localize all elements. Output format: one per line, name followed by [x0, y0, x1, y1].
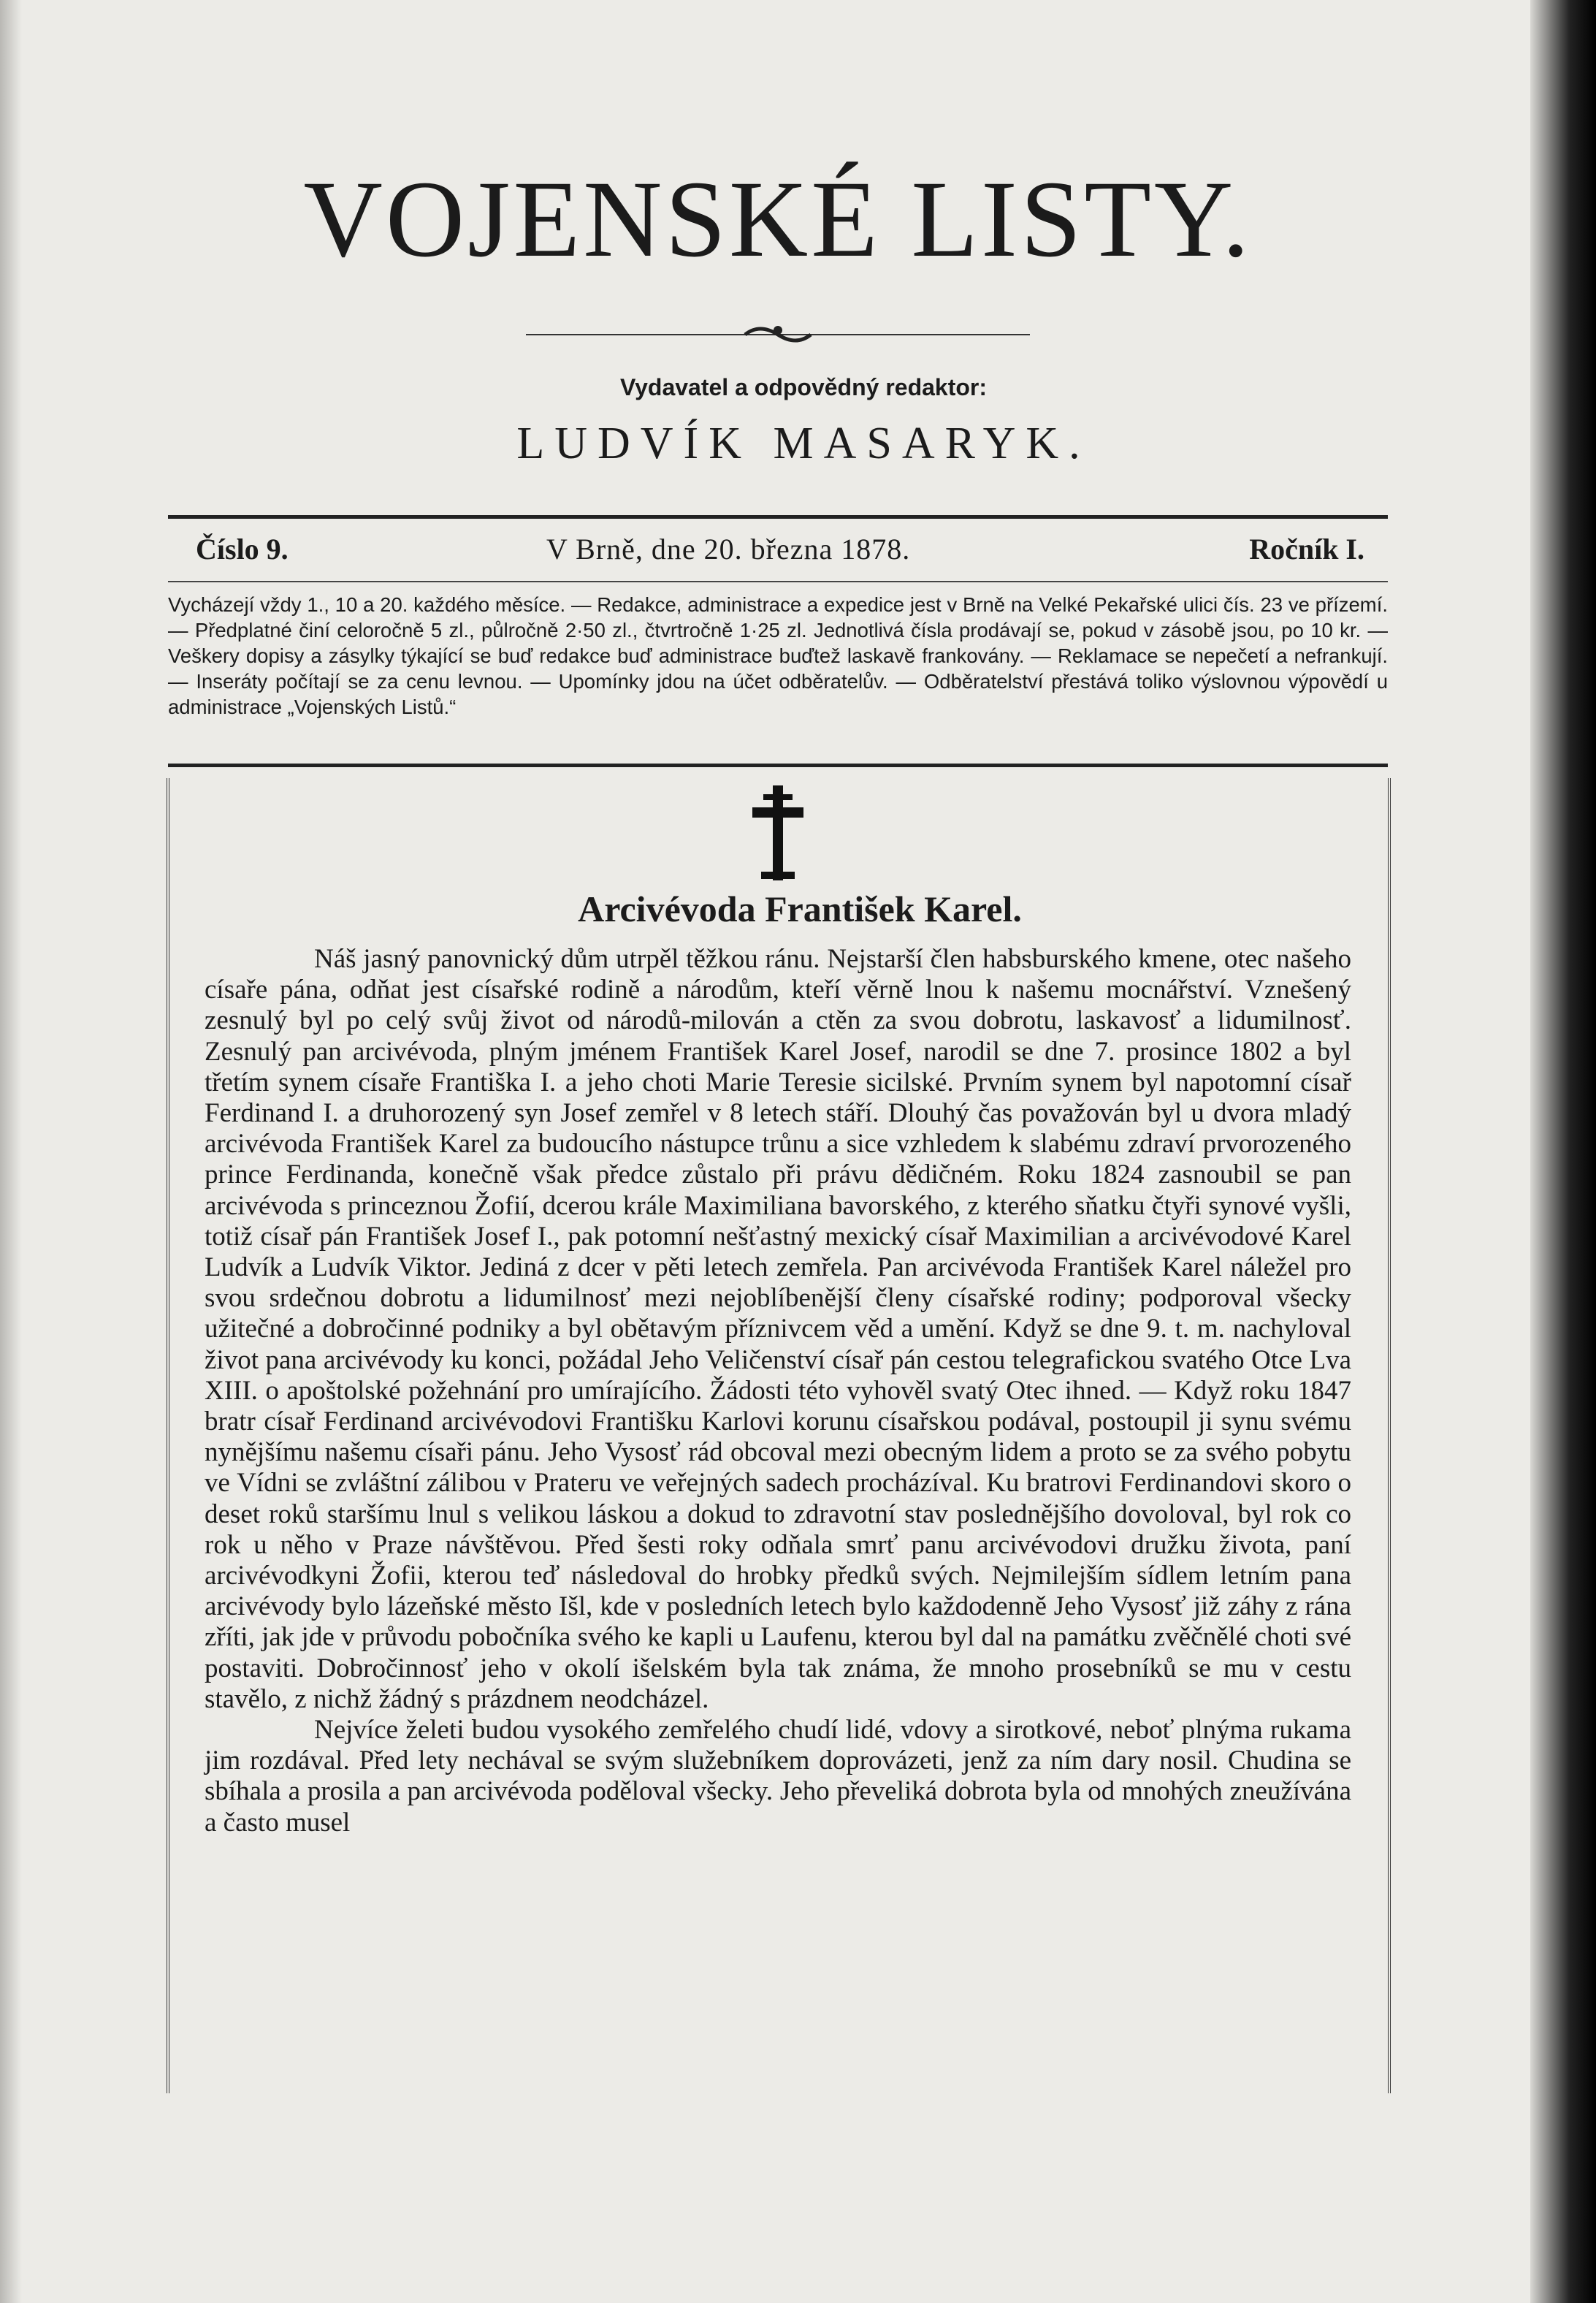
subscription-info — [168, 592, 1388, 720]
article-paragraph: Náš jasný panovnický dům utrpěl těžkou ránu. Nejstarší člen habsburského kmene, otec našeho císaře pána, odňat jest císařské rodině a národům, kteří věrně lnou k našemu mocnářství. Vznešený zesnulý byl po celý svůj život od národů-milován a ctěn za svou dobrotu, laskavosť a lidumilnosť. Zesnulý pan arcivévoda, plným jménem František Karel Josef, narodil se dne 7. prosince 1802 a byl třetím synem císaře Františka I. a jeho choti Marie Teresie sicilské. Prvním synem byl napotomní císař Ferdinand I. a druhorozený syn Josef zemřel v 8 letech stáří. Dlouhý čas považován byl u dvora mladý arcivévoda František Karel za budoucího nástupce trůnu a sice vzhledem k slabému zdraví prvorozeného prince Ferdinanda, konečně však předce zůstalo při právu dědičném. Roku 1824 zasnoubil se pan arcivévoda s princeznou Žofií, dcerou krále Maximiliana bavorského, z kterého sňatku čtyři synové vyšli, totiž císař pán František Josef I., pak potomní nešťastný mexický císař Maximilian a arcivévodové Karel Ludvík a Ludvík Viktor. Jediná z dcer v pěti letech zemřela. Pan arcivévoda František Karel náležel pro svou srdečnou dobrotu a lidumilnosť mezi nejoblíbenější členy císařské rodiny; podporoval všecky užitečné a dobročinné podniky a byl obětavým příznivcem věd a umění. Když se dne 9. t. m. nachyloval život pana arcivévody ku konci, požádal Jeho Veličenství císař pán cestou telegrafickou svatého Otce Lva XIII. o apoštolské požehnání pro umírajícího. Žádosti této vyhověl svatý Otec ihned. — Když roku 1847 bratr císař Ferdinand arcivévodovi Františku Karlovi korunu císařskou podával, postoupil ji synu svému nynějšímu našemu císaři pánu. Jeho Vysosť rád obcoval mezi obecným lidem a proto se za svého pobytu ve Vídni se zvláštní zálibou v Prateru ve veřejných sadech procházíval. Ku bratrovi Ferdinandovi skoro o deset roků staršímu lnul s velikou láskou a dokud to zdravotní stav poslednějšího dovoloval, byl rok co rok u něho v Praze návštěvou. Před šesti roky odňala smrť panu arcivévodovi družku života, paní arcivévodkyni Žofii, kterou teď následoval do hrobky předků svých. Nejmilejším sídlem letním pana arcivévody bylo lázeňské město Išl, kde v posledních letech bylo každodenně Jeho Vysosť již záhy z rána zříti, jak jde v průvodu pobočníka svého ke kapli u Laufenu, kterou byl dal na památku zvěčnělé choti své postaviti. Dobročinnosť jeho v okolí išelském byla tak známa, že mnoho prosebníků se mu v cestu stavělo, z nichž žádný s prázdnem neodcházel. — [205, 944, 1351, 1714]
editor-name: LUDVÍK MASARYK. — [516, 419, 1091, 468]
issue-date: V Brně, dne 20. března 1878. — [546, 533, 911, 566]
masthead-title: VOJENSKÉ LISTY. — [303, 159, 1253, 280]
page-edge-right — [1530, 0, 1596, 2303]
issue-number: Číslo 9. — [196, 533, 289, 566]
header-rule-top — [168, 515, 1388, 519]
article-paragraph: Nejvíce želeti budou vysokého zemřelého chudí lidé, vdovy a sirotkové, neboť plnýma rukama jim rozdával. Před lety nechával se svým služebníkem doprovázeti, jenž za ním dary nosil. Chudina se sbíhala a prosila a pan arcivévoda poděloval všecky. Jeho převeliká dobrota byla od mnohých zneužívána a často musel — [205, 1715, 1351, 1838]
issue-bar — [196, 532, 1364, 576]
article-body — [205, 944, 1351, 1838]
subscription-text: Vycházejí vždy 1., 10 a 20. každého měsíce. — Redakce, administrace a expedice jest v Brně na Velké Pekařské ulici čís. 23 ve přízemí. — Předplatné činí celoročně 5 zl., půlročně 2·50 zl., čtvrtročně 1·25 zl. Jednotlivá čísla prodávají se, pokud v zásobě jsou, po 10 kr. — Veškery dopisy a zásylky týkající se buď redakce buď administrace buďtež laskavě frankovány. — Reklamace se nepečetí a nefrankují. — Inseráty počítají se za cenu levnou. — Upomínky jdou na účet odběratelův. — Odběratelství přestává toliko výslovnou výpovědí u administrace „Vojenských Listů.“ — [168, 593, 1388, 718]
mourning-cross-icon — [745, 785, 811, 880]
issue-volume: Ročník I. — [1249, 533, 1364, 566]
masthead-ornament — [526, 321, 1030, 343]
publisher-label: Vydavatel a odpovědný redaktor: — [619, 374, 988, 400]
page-edge-left — [0, 0, 22, 2303]
article-title: Arcivévoda František Karel. — [578, 888, 1022, 929]
info-rule-bottom — [168, 764, 1388, 767]
issue-bar-rule — [168, 581, 1388, 582]
